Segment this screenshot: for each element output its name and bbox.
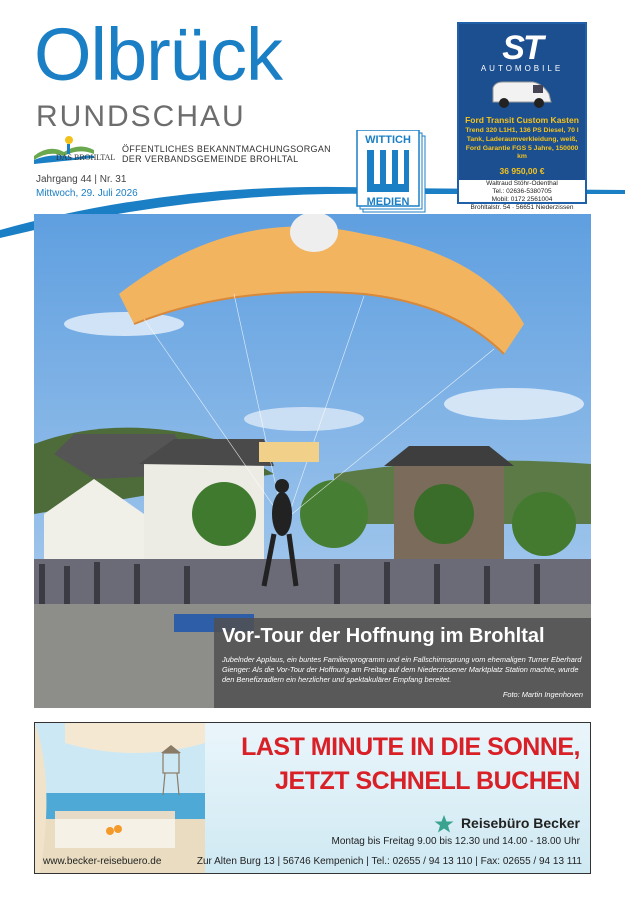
masthead-title: Olbrück	[34, 13, 282, 96]
ad-price: 36 950,00 €	[499, 166, 545, 176]
ad-opening-hours: Montag bis Freitag 9.00 bis 12.30 und 14.00 - 18.00 Uhr	[331, 836, 580, 847]
ad-contact-line: Mobil: 0172 2561004	[491, 196, 553, 204]
ad-model: Ford Transit Custom Kasten	[465, 115, 579, 125]
photo-credit: Foto: Martin Ingenhoven	[502, 690, 583, 699]
feature-headline[interactable]: Vor-Tour der Hoffnung im Brohltal	[222, 625, 545, 647]
ad-contact-line: Waltraud Stöhr-Odenthal	[486, 180, 558, 187]
ad-website-link[interactable]: www.becker-reisebuero.de	[43, 856, 162, 867]
issue-date: Mittwoch, 29. Juli 2026	[36, 188, 138, 199]
ad-desc-line: Trend 320 L1H1, 136 PS Diesel, 70 l	[465, 127, 579, 134]
ad-headline-1: LAST MINUTE IN DIE SONNE,	[241, 733, 580, 761]
van-icon	[489, 76, 555, 112]
ad-contact	[461, 180, 583, 213]
ad-brand-logo: ST	[502, 29, 542, 67]
wittich-label: WITTICH	[365, 134, 411, 146]
medien-label: MEDIEN	[366, 196, 410, 208]
ad-brand-sub: AUTOMOBILE	[480, 64, 564, 73]
issue-number: Jahrgang 44 | Nr. 31	[36, 174, 127, 185]
ad-contact-line: Brohltalstr. 54 · 56651 Niederzissen	[470, 204, 574, 212]
ad-address: Zur Alten Burg 13 | 56746 Kempenich | Tel.: 02655 / 94 13 110 | Fax: 02655 / 94 13 111	[196, 856, 582, 867]
org-line-2: DER VERBANDSGEMEINDE BROHLTAL	[122, 154, 299, 164]
ad-desc-line: Tank, Laderaumverkleidung, weiß,	[466, 135, 578, 143]
feature-text: Jubelnder Applaus, ein buntes Familienprogramm und ein Fallschirmsprung vom ehemaligen Turner Eberhard Gienger: Als die Vor-Tour der Hoffnung am Freitag auf dem Niederzissener Marktplatz Station machte, wurde den Benefizradlern ein herzlicher und spektakulärer Empfang bereitet.	[222, 655, 582, 684]
org-line-1: ÖFFENTLICHES BEKANNTMACHUNGSORGAN	[122, 144, 331, 154]
ad-company-name: Reisebüro Becker	[460, 815, 580, 831]
travel-agency-ad[interactable]	[34, 722, 591, 874]
wittich-medien-logo	[355, 130, 427, 214]
logo-text: DAS BROHLTAL	[56, 153, 116, 162]
ad-headline-2: JETZT SCHNELL BUCHEN	[275, 767, 580, 795]
masthead-subtitle: RUNDSCHAU	[36, 100, 246, 133]
car-dealer-ad[interactable]	[457, 22, 587, 212]
ad-contact-line: Tel.: 02636-5380705	[492, 188, 552, 196]
ad-desc-line: Ford Garantie FGS 5 Jahre, 150000 km	[465, 144, 579, 161]
ad-description	[461, 127, 583, 162]
